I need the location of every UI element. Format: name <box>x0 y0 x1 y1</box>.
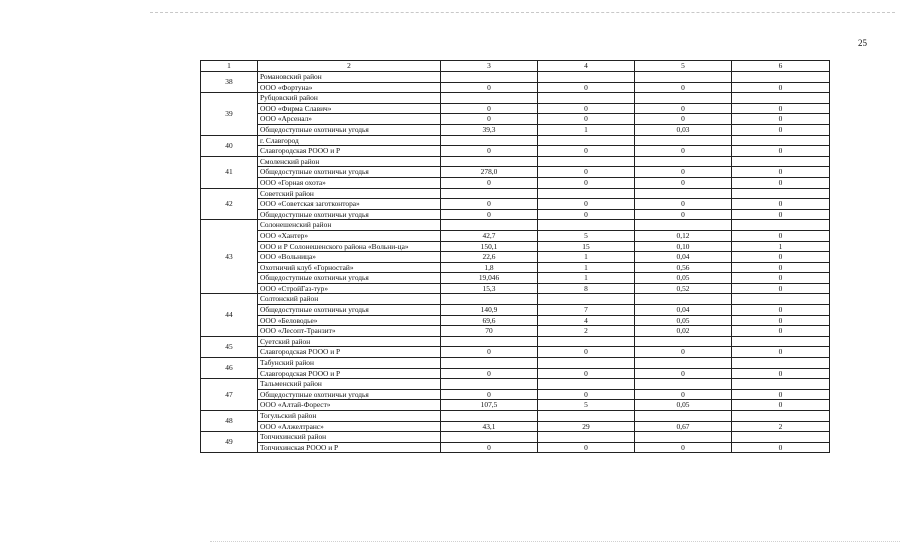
value-cell-col3: 140,9 <box>441 305 538 316</box>
row-number: 48 <box>201 411 258 432</box>
organization-name: Славгородская РООО и Р <box>258 146 441 157</box>
table-row <box>201 103 830 114</box>
column-header-4: 4 <box>538 61 635 72</box>
region-row <box>201 411 830 422</box>
row-number: 43 <box>201 220 258 294</box>
column-header-2: 2 <box>258 61 441 72</box>
value-cell-col6: 2 <box>732 421 830 432</box>
value-cell-col5: 0,05 <box>635 273 732 284</box>
value-cell-col5: 0,05 <box>635 315 732 326</box>
value-cell-col3: 0 <box>441 103 538 114</box>
region-row <box>201 358 830 369</box>
empty-cell <box>538 188 635 199</box>
table-row <box>201 209 830 220</box>
empty-cell <box>732 72 830 83</box>
value-cell-col5: 0,67 <box>635 421 732 432</box>
organization-name: ООО «Алтай-Форест» <box>258 400 441 411</box>
organization-name: Славгородская РООО и Р <box>258 368 441 379</box>
table-row <box>201 230 830 241</box>
region-row <box>201 156 830 167</box>
table-row <box>201 326 830 337</box>
region-row <box>201 432 830 443</box>
value-cell-col6: 0 <box>732 347 830 358</box>
empty-cell <box>441 294 538 305</box>
value-cell-col4: 0 <box>538 146 635 157</box>
table-row <box>201 273 830 284</box>
empty-cell <box>538 294 635 305</box>
value-cell-col6: 0 <box>732 389 830 400</box>
empty-cell <box>732 156 830 167</box>
region-name: Тальменский район <box>258 379 441 390</box>
value-cell-col5: 0 <box>635 347 732 358</box>
value-cell-col6: 0 <box>732 199 830 210</box>
organization-name: ООО и Р Солонешенского района «Вольни-ца» <box>258 241 441 252</box>
region-name: Суетский район <box>258 336 441 347</box>
region-row <box>201 379 830 390</box>
value-cell-col4: 1 <box>538 273 635 284</box>
empty-cell <box>635 432 732 443</box>
hunting-grounds-table <box>200 60 830 453</box>
page-number: 25 <box>858 38 867 48</box>
empty-cell <box>538 72 635 83</box>
region-row <box>201 135 830 146</box>
empty-cell <box>732 432 830 443</box>
empty-cell <box>538 358 635 369</box>
value-cell-col5: 0,05 <box>635 400 732 411</box>
value-cell-col3: 0 <box>441 209 538 220</box>
value-cell-col6: 0 <box>732 177 830 188</box>
value-cell-col6: 0 <box>732 230 830 241</box>
empty-cell <box>441 72 538 83</box>
value-cell-col4: 0 <box>538 167 635 178</box>
empty-cell <box>441 432 538 443</box>
value-cell-col4: 2 <box>538 326 635 337</box>
empty-cell <box>635 156 732 167</box>
value-cell-col4: 5 <box>538 400 635 411</box>
value-cell-col6: 0 <box>732 146 830 157</box>
table-row <box>201 315 830 326</box>
value-cell-col6: 0 <box>732 283 830 294</box>
value-cell-col5: 0 <box>635 389 732 400</box>
table-row <box>201 124 830 135</box>
row-number: 40 <box>201 135 258 156</box>
value-cell-col4: 0 <box>538 114 635 125</box>
empty-cell <box>538 379 635 390</box>
region-row <box>201 220 830 231</box>
value-cell-col6: 0 <box>732 262 830 273</box>
value-cell-col3: 0 <box>441 146 538 157</box>
value-cell-col5: 0,04 <box>635 305 732 316</box>
value-cell-col3: 150,1 <box>441 241 538 252</box>
empty-cell <box>538 411 635 422</box>
value-cell-col5: 0 <box>635 103 732 114</box>
organization-name: Общедоступные охотничьи угодья <box>258 124 441 135</box>
value-cell-col4: 0 <box>538 103 635 114</box>
region-row <box>201 72 830 83</box>
organization-name: ООО «Лесопт-Транзит» <box>258 326 441 337</box>
value-cell-col5: 0,04 <box>635 252 732 263</box>
value-cell-col3: 0 <box>441 177 538 188</box>
table-row <box>201 347 830 358</box>
empty-cell <box>635 72 732 83</box>
region-name: Тогульский район <box>258 411 441 422</box>
organization-name: Славгородская РООО и Р <box>258 347 441 358</box>
value-cell-col3: 107,5 <box>441 400 538 411</box>
table-row <box>201 389 830 400</box>
column-number-row <box>201 61 830 72</box>
value-cell-col3: 42,7 <box>441 230 538 241</box>
value-cell-col4: 0 <box>538 442 635 453</box>
value-cell-col3: 1,8 <box>441 262 538 273</box>
organization-name: ООО «СтройГаз-тур» <box>258 283 441 294</box>
value-cell-col6: 1 <box>732 241 830 252</box>
empty-cell <box>635 93 732 104</box>
table-row <box>201 167 830 178</box>
value-cell-col6: 0 <box>732 315 830 326</box>
organization-name: Охотничий клуб «Горностай» <box>258 262 441 273</box>
value-cell-col4: 0 <box>538 82 635 93</box>
organization-name: Общедоступные охотничьи угодья <box>258 305 441 316</box>
organization-name: Общедоступные охотничьи угодья <box>258 273 441 284</box>
empty-cell <box>441 411 538 422</box>
value-cell-col5: 0 <box>635 177 732 188</box>
empty-cell <box>732 336 830 347</box>
row-number: 41 <box>201 156 258 188</box>
value-cell-col5: 0,52 <box>635 283 732 294</box>
region-name: Топчихинский район <box>258 432 441 443</box>
value-cell-col5: 0 <box>635 199 732 210</box>
region-name: Романовский район <box>258 72 441 83</box>
value-cell-col5: 0 <box>635 167 732 178</box>
value-cell-col3: 278,0 <box>441 167 538 178</box>
value-cell-col4: 29 <box>538 421 635 432</box>
scan-edge-bottom <box>210 541 900 542</box>
value-cell-col3: 39,3 <box>441 124 538 135</box>
value-cell-col6: 0 <box>732 82 830 93</box>
value-cell-col4: 0 <box>538 199 635 210</box>
region-name: Солонешенский район <box>258 220 441 231</box>
empty-cell <box>441 220 538 231</box>
column-header-6: 6 <box>732 61 830 72</box>
value-cell-col4: 1 <box>538 252 635 263</box>
value-cell-col4: 0 <box>538 368 635 379</box>
region-row <box>201 294 830 305</box>
value-cell-col6: 0 <box>732 368 830 379</box>
table-row <box>201 199 830 210</box>
value-cell-col5: 0,12 <box>635 230 732 241</box>
value-cell-col4: 7 <box>538 305 635 316</box>
column-header-1: 1 <box>201 61 258 72</box>
table-row <box>201 400 830 411</box>
value-cell-col4: 1 <box>538 124 635 135</box>
empty-cell <box>732 379 830 390</box>
table-row <box>201 252 830 263</box>
table-row <box>201 283 830 294</box>
empty-cell <box>538 336 635 347</box>
empty-cell <box>635 411 732 422</box>
row-number: 42 <box>201 188 258 220</box>
region-row <box>201 93 830 104</box>
empty-cell <box>635 294 732 305</box>
column-header-5: 5 <box>635 61 732 72</box>
organization-name: ООО «Советская заготконтора» <box>258 199 441 210</box>
region-name: Смоленский район <box>258 156 441 167</box>
region-name: Солтонский район <box>258 294 441 305</box>
table-row <box>201 262 830 273</box>
empty-cell <box>732 358 830 369</box>
organization-name: ООО «Фирма Славич» <box>258 103 441 114</box>
column-header-3: 3 <box>441 61 538 72</box>
region-name: Советский район <box>258 188 441 199</box>
value-cell-col6: 0 <box>732 167 830 178</box>
organization-name: ООО «Горная охота» <box>258 177 441 188</box>
value-cell-col4: 0 <box>538 177 635 188</box>
empty-cell <box>441 358 538 369</box>
value-cell-col3: 0 <box>441 442 538 453</box>
empty-cell <box>732 411 830 422</box>
region-row <box>201 188 830 199</box>
empty-cell <box>538 135 635 146</box>
value-cell-col3: 0 <box>441 347 538 358</box>
table-row <box>201 442 830 453</box>
value-cell-col4: 15 <box>538 241 635 252</box>
value-cell-col5: 0 <box>635 368 732 379</box>
empty-cell <box>635 379 732 390</box>
empty-cell <box>732 220 830 231</box>
value-cell-col4: 0 <box>538 347 635 358</box>
empty-cell <box>635 336 732 347</box>
row-number: 44 <box>201 294 258 336</box>
region-name: Рубцовский район <box>258 93 441 104</box>
value-cell-col4: 0 <box>538 209 635 220</box>
value-cell-col6: 0 <box>732 252 830 263</box>
table-body <box>201 72 830 453</box>
value-cell-col6: 0 <box>732 326 830 337</box>
table-row <box>201 177 830 188</box>
value-cell-col6: 0 <box>732 209 830 220</box>
value-cell-col4: 5 <box>538 230 635 241</box>
value-cell-col6: 0 <box>732 124 830 135</box>
value-cell-col3: 0 <box>441 199 538 210</box>
value-cell-col3: 70 <box>441 326 538 337</box>
organization-name: Топчихинская РООО и Р <box>258 442 441 453</box>
value-cell-col3: 69,6 <box>441 315 538 326</box>
row-number: 49 <box>201 432 258 453</box>
empty-cell <box>441 188 538 199</box>
region-row <box>201 336 830 347</box>
empty-cell <box>441 156 538 167</box>
region-name: Табунский район <box>258 358 441 369</box>
value-cell-col3: 0 <box>441 114 538 125</box>
value-cell-col5: 0 <box>635 146 732 157</box>
empty-cell <box>732 135 830 146</box>
empty-cell <box>538 220 635 231</box>
value-cell-col4: 1 <box>538 262 635 273</box>
row-number: 38 <box>201 72 258 93</box>
empty-cell <box>635 358 732 369</box>
organization-name: ООО «Вольница» <box>258 252 441 263</box>
table-row <box>201 146 830 157</box>
organization-name: ООО «Беловодье» <box>258 315 441 326</box>
row-number: 39 <box>201 93 258 135</box>
value-cell-col3: 22,6 <box>441 252 538 263</box>
table-row <box>201 305 830 316</box>
value-cell-col5: 0 <box>635 82 732 93</box>
organization-name: ООО «Хантер» <box>258 230 441 241</box>
empty-cell <box>441 379 538 390</box>
scan-edge-top <box>150 12 895 13</box>
value-cell-col3: 15,3 <box>441 283 538 294</box>
empty-cell <box>538 156 635 167</box>
value-cell-col6: 0 <box>732 442 830 453</box>
table-row <box>201 82 830 93</box>
value-cell-col4: 0 <box>538 389 635 400</box>
organization-name: ООО «Алжелтранс» <box>258 421 441 432</box>
organization-name: Общедоступные охотничьи угодья <box>258 209 441 220</box>
value-cell-col6: 0 <box>732 305 830 316</box>
value-cell-col3: 19,046 <box>441 273 538 284</box>
empty-cell <box>732 294 830 305</box>
value-cell-col6: 0 <box>732 400 830 411</box>
organization-name: ООО «Арсенал» <box>258 114 441 125</box>
empty-cell <box>732 188 830 199</box>
row-number: 46 <box>201 358 258 379</box>
region-name: г. Славгород <box>258 135 441 146</box>
empty-cell <box>538 93 635 104</box>
value-cell-col5: 0 <box>635 114 732 125</box>
value-cell-col3: 43,1 <box>441 421 538 432</box>
organization-name: ООО «Фортуна» <box>258 82 441 93</box>
value-cell-col5: 0,56 <box>635 262 732 273</box>
value-cell-col6: 0 <box>732 114 830 125</box>
empty-cell <box>635 188 732 199</box>
empty-cell <box>441 336 538 347</box>
value-cell-col6: 0 <box>732 273 830 284</box>
value-cell-col5: 0 <box>635 209 732 220</box>
value-cell-col5: 0,10 <box>635 241 732 252</box>
empty-cell <box>635 135 732 146</box>
empty-cell <box>538 432 635 443</box>
value-cell-col3: 0 <box>441 368 538 379</box>
value-cell-col5: 0,02 <box>635 326 732 337</box>
value-cell-col4: 4 <box>538 315 635 326</box>
value-cell-col3: 0 <box>441 82 538 93</box>
table-row <box>201 421 830 432</box>
value-cell-col6: 0 <box>732 103 830 114</box>
value-cell-col4: 8 <box>538 283 635 294</box>
empty-cell <box>441 93 538 104</box>
empty-cell <box>732 93 830 104</box>
value-cell-col5: 0,03 <box>635 124 732 135</box>
table-row <box>201 368 830 379</box>
table-row <box>201 241 830 252</box>
value-cell-col3: 0 <box>441 389 538 400</box>
empty-cell <box>635 220 732 231</box>
table-row <box>201 114 830 125</box>
row-number: 45 <box>201 336 258 357</box>
value-cell-col5: 0 <box>635 442 732 453</box>
row-number: 47 <box>201 379 258 411</box>
organization-name: Общедоступные охотничьи угодья <box>258 389 441 400</box>
empty-cell <box>441 135 538 146</box>
organization-name: Общедоступные охотничьи угодья <box>258 167 441 178</box>
